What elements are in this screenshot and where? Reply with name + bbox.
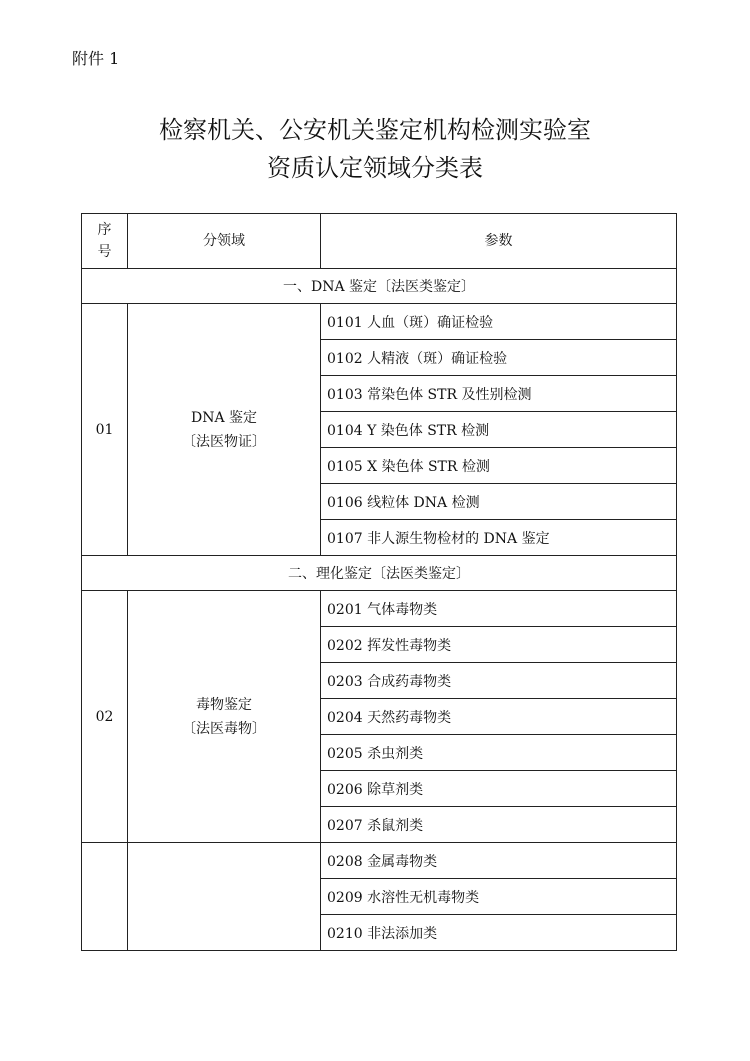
param-cell: 0208 金属毒物类: [321, 843, 677, 879]
param-cell: 0106 线粒体 DNA 检测: [321, 484, 677, 520]
param-cell: 0105 X 染色体 STR 检测: [321, 448, 677, 484]
section-heading: 二、理化鉴定〔法医类鉴定〕: [82, 556, 677, 591]
param-cell: 0104 Y 染色体 STR 检测: [321, 412, 677, 448]
section-heading-row: [82, 269, 677, 304]
table-row: [82, 591, 677, 627]
field-cell: [128, 591, 321, 843]
section-heading-row: [82, 556, 677, 591]
param-cell: 0201 气体毒物类: [321, 591, 677, 627]
seq-cell-empty: [82, 843, 128, 951]
param-cell: 0210 非法添加类: [321, 915, 677, 951]
seq-cell: 02: [82, 591, 128, 843]
field-cell: [128, 304, 321, 556]
document-title-line2: 资质认定领域分类表: [267, 154, 483, 182]
param-cell: 0103 常染色体 STR 及性别检测: [321, 376, 677, 412]
param-cell: 0107 非人源生物检材的 DNA 鉴定: [321, 520, 677, 556]
seq-cell: 01: [82, 304, 128, 556]
header-seq: 序 号: [82, 214, 128, 269]
param-cell: 0207 杀鼠剂类: [321, 807, 677, 843]
table-header-row: [82, 214, 677, 269]
header-params: 参数: [321, 214, 677, 269]
classification-table: [81, 213, 677, 951]
field-name: 毒物鉴定: [196, 696, 252, 713]
header-field: 分领域: [128, 214, 321, 269]
param-cell: 0102 人精液（斑）确证检验: [321, 340, 677, 376]
document-title-line1: 检察机关、公安机关鉴定机构检测实验室: [159, 116, 591, 144]
attachment-label: 附件 1: [72, 49, 120, 68]
param-cell: 0202 挥发性毒物类: [321, 627, 677, 663]
field-name: DNA 鉴定: [190, 409, 258, 426]
param-cell: 0101 人血（斑）确证检验: [321, 304, 677, 340]
param-cell: 0203 合成药毒物类: [321, 663, 677, 699]
param-cell: 0209 水溶性无机毒物类: [321, 879, 677, 915]
section-heading: 一、DNA 鉴定〔法医类鉴定〕: [82, 269, 677, 304]
field-subname: 〔法医物证〕: [182, 433, 266, 450]
field-cell-empty: [128, 843, 321, 951]
param-cell: 0206 除草剂类: [321, 771, 677, 807]
field-subname: 〔法医毒物〕: [182, 720, 266, 737]
table-row: [82, 843, 677, 879]
param-cell: 0205 杀虫剂类: [321, 735, 677, 771]
param-cell: 0204 天然药毒物类: [321, 699, 677, 735]
table-row: [82, 304, 677, 340]
